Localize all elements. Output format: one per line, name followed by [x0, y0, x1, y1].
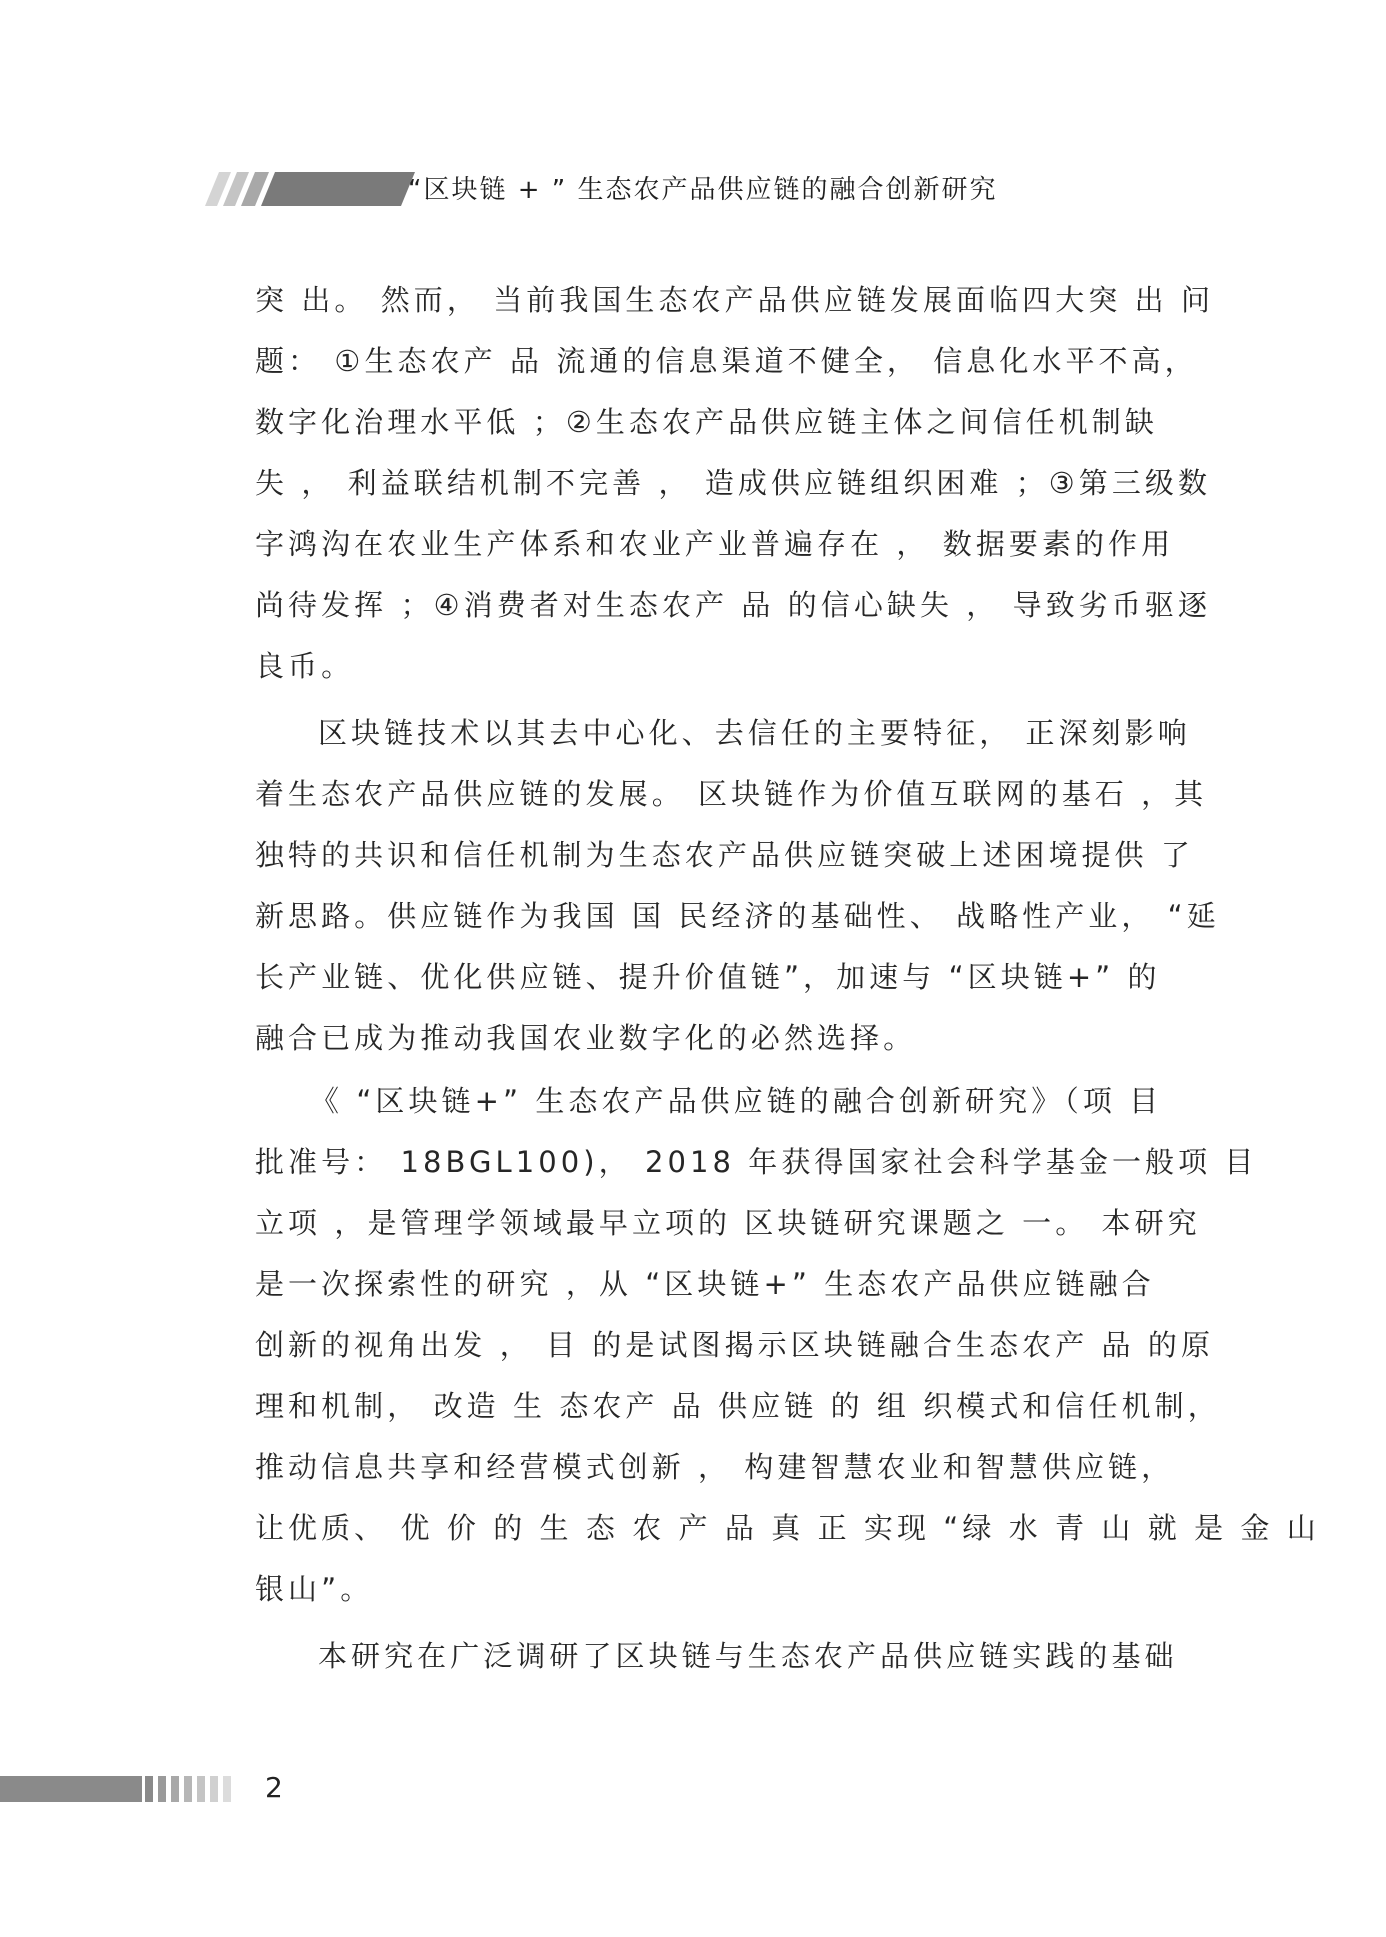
running-title: “区块链 + ” 生态农产品供应链的融合创新研究	[408, 175, 998, 205]
page-number: 2	[265, 1771, 283, 1804]
text-line: 尚待发挥 ；④消费者对生态农产 品 的信心缺失 ， 导致劣币驱逐	[255, 588, 1212, 622]
text-line: 区块链技术以其去中心化、去信任的主要特征， 正深刻影响	[318, 716, 1191, 750]
text-line: 新思路。供应链作为我国 国 民经济的基础性、 战略性产业， “延	[255, 899, 1220, 933]
text-line: 字鸿沟在农业生产体系和农业产业普遍存在 ， 数据要素的作用	[255, 527, 1175, 561]
text-line: 长产业链、优化供应链、提升价值链”，加速与 “区块链+” 的	[255, 960, 1161, 994]
text-line: 理和机制， 改造 生 态农产 品 供应链 的 组 织模式和信任机制，	[255, 1389, 1221, 1423]
text-line: 《 “区块链+” 生态农产品供应链的融合创新研究》（项 目	[310, 1084, 1163, 1118]
text-line: 是一次探索性的研究 ，从 “区块链+” 生态农产品供应链融合	[255, 1267, 1155, 1301]
text-line: 着生态农产品供应链的发展。 区块链作为价值互联网的基石 ，其	[255, 777, 1208, 811]
text-line: 本研究在广泛调研了区块链与生态农产品供应链实践的基础	[318, 1639, 1178, 1673]
footer-ticks-decoration	[145, 1776, 245, 1802]
text-line: 推动信息共享和经营模式创新 ， 构建智慧农业和智慧供应链，	[255, 1450, 1175, 1484]
text-line: 融合已成为推动我国农业数字化的必然选择。	[255, 1021, 917, 1055]
text-line: 独特的共识和信任机制为生态农产品供应链突破上述困境提供 了	[255, 838, 1194, 872]
text-line: 失 ， 利益联结机制不完善 ， 造成供应链组织困难 ；③第三级数	[255, 466, 1212, 500]
text-line: 银山”。	[255, 1572, 374, 1606]
text-line: 创新的视角出发 ， 目 的是试图揭示区块链融合生态农产 品 的原	[255, 1328, 1215, 1362]
text-line: 立项 ，是管理学领域最早立项的 区块链研究课题之 一。 本研究	[255, 1206, 1201, 1240]
text-line: 让优质、 优 价 的 生 态 农 产 品 真 正 实现 “绿 水 青 山 就 是 金 山	[255, 1511, 1320, 1545]
text-line: 数字化治理水平低 ；②生态农产品供应链主体之间信任机制缺	[255, 405, 1158, 439]
footer-bar-decoration	[0, 1776, 142, 1802]
text-line: 良币。	[255, 649, 355, 683]
text-line: 突 出。 然而， 当前我国生态农产品供应链发展面临四大突 出 问	[255, 283, 1215, 317]
text-line: 批准号： 18BGL100)， 2018 年获得国家社会科学基金一般项 目	[255, 1145, 1258, 1179]
page-footer	[0, 1776, 1386, 1816]
text-line: 题： ①生态农产 品 流通的信息渠道不健全， 信息化水平不高，	[255, 344, 1198, 378]
